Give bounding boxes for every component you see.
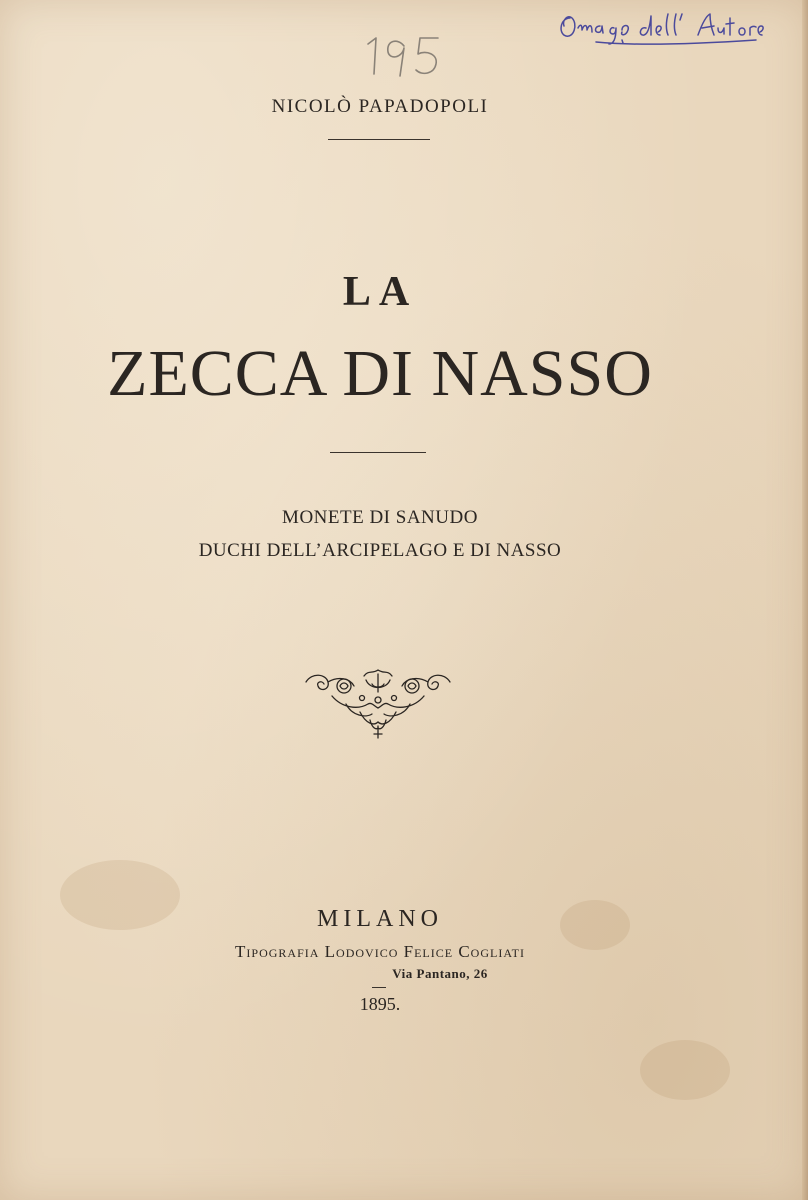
divider-rule (330, 452, 426, 453)
author-name: NICOLÒ PAPADOPOLI (271, 96, 489, 117)
title-main: ZECCA DI NASSO (107, 337, 653, 410)
floral-ornament-icon (302, 668, 454, 742)
paper-stain (640, 1040, 730, 1100)
pencil-shelfmark (360, 30, 450, 80)
imprint-city: MILANO (317, 906, 443, 932)
title-article: LA (342, 269, 418, 315)
divider-rule (328, 139, 430, 140)
subtitle-line-1: MONETE DI SANUDO (282, 507, 478, 528)
subtitle-line-2: DUCHI DELL’ARCIPELAGO E DI NASSO (198, 540, 562, 561)
imprint-printer: Tipografia Lodovico Felice Cogliati (235, 942, 525, 961)
handwritten-dedication (556, 8, 766, 54)
divider-dash (372, 987, 386, 988)
imprint-year: 1895. (359, 994, 401, 1014)
imprint-address: Via Pantano, 26 (392, 966, 488, 981)
